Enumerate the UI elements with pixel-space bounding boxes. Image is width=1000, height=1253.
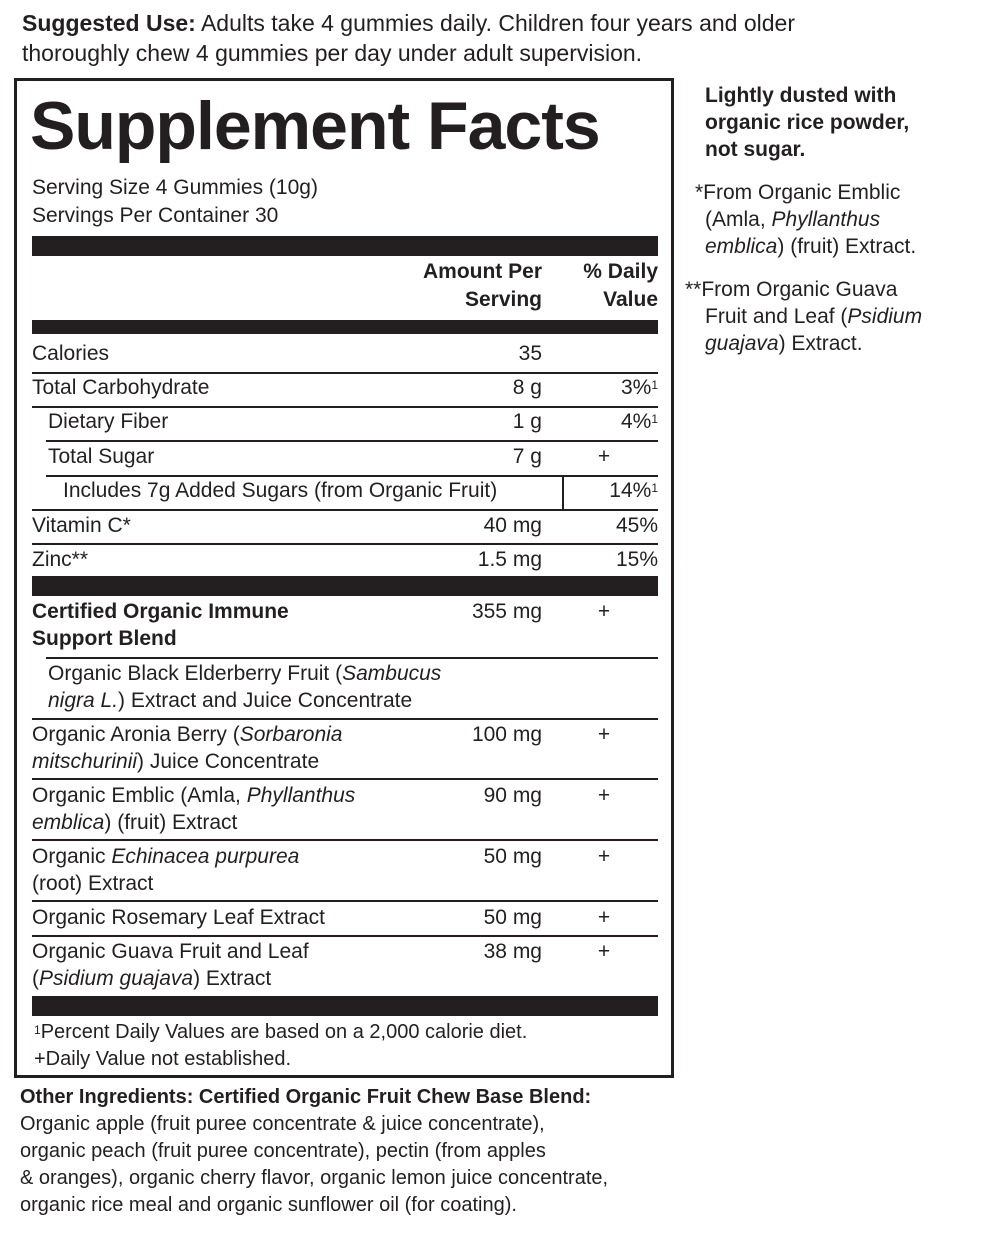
row-divider: [32, 718, 658, 720]
thick-divider: [32, 996, 658, 1016]
blend-row: [32, 598, 658, 654]
other-ingredients-label: Other Ingredients: Certified Organic Fruit Chew Base Blend:: [20, 1086, 592, 1108]
ingredient-dv: +: [597, 940, 611, 963]
nutrient-name: Calories: [32, 342, 110, 365]
row-divider: [32, 839, 658, 841]
nutrient-row: [32, 340, 658, 370]
header-amount-line2: Serving: [464, 288, 542, 311]
vitamin-c-source-note: *From Organic Emblic (Amla, Phyllanthus emblica) (fruit) Extract.: [695, 181, 917, 258]
ingredient-name: Organic Rosemary Leaf Extract: [32, 906, 325, 929]
serving-info: [32, 174, 318, 230]
nutrient-name: Dietary Fiber: [48, 410, 169, 433]
ingredient-amount: 50 mg: [483, 906, 542, 929]
nutrient-dv: 3%$^1$: [620, 376, 658, 399]
row-divider: [46, 657, 658, 659]
ingredient-name: Organic Black Elderberry Fruit (Sambucus nigra L.) Extract and Juice Concentrate: [48, 662, 442, 712]
ingredient-dv: +: [597, 906, 611, 929]
ingredient-name: Organic Guava Fruit and Leaf (Psidium guajava) Extract: [32, 940, 309, 990]
cell-divider: [562, 476, 564, 509]
ingredient-amount: 100 mg: [471, 723, 542, 746]
zinc-source-note: **From Organic Guava Fruit and Leaf (Psidium guajava) Extract.: [685, 278, 923, 355]
footnote-daily-values: $^1$Percent Daily Values are based on a 2,000 calorie diet.: [34, 1021, 528, 1043]
ingredient-dv: +: [597, 723, 611, 746]
row-divider: [32, 935, 658, 937]
panel-title: Supplement Facts: [30, 88, 600, 164]
blend-amount: 355 mg: [471, 600, 542, 623]
nutrient-dv: 14%$^1$: [609, 479, 658, 502]
dusted-note: Lightly dusted with organic rice powder, not sugar.: [705, 84, 910, 161]
header-dv-line2: Value: [603, 288, 658, 311]
suggested-use: [22, 8, 882, 68]
nutrient-dv: 45%: [615, 514, 658, 537]
row-divider: [32, 509, 658, 511]
nutrient-amount: 8 g: [512, 376, 542, 399]
thick-divider: [32, 576, 658, 596]
ingredient-name: Organic Emblic (Amla, Phyllanthus emblica) (fruit) Extract: [32, 784, 356, 834]
other-ingredients: Other Ingredients: Certified Organic Fruit Chew Base Blend: Organic apple (fruit puree concentrate & juice concentrate), organic peach (fruit puree concentrate), pectin (from apples & oranges), organic cherry flavor, organic lemon juice concentrate, organic rice meal and organic sunflower oil (for coating).: [20, 1084, 700, 1219]
thick-divider: [32, 236, 658, 256]
nutrient-name: Total Carbohydrate: [32, 376, 210, 399]
ingredient-amount: 50 mg: [483, 845, 542, 868]
nutrient-name: Vitamin C*: [32, 514, 131, 537]
header-daily-value: [560, 258, 658, 314]
row-divider: [32, 543, 658, 545]
ingredient-name: Organic Aronia Berry (Sorbaronia mitschurinii) Juice Concentrate: [32, 723, 343, 773]
suggested-use-text: Adults take 4 gummies daily. Children four years and older thoroughly chew 4 gummies per day under adult supervision.: [22, 10, 795, 66]
nutrient-amount: 1 g: [512, 410, 542, 433]
medium-divider: [32, 320, 658, 334]
header-dv-line1: % Daily: [583, 260, 658, 283]
row-divider: [32, 900, 658, 902]
nutrient-name: Zinc**: [32, 548, 89, 571]
panel-footnotes: [34, 1019, 527, 1073]
nutrient-amount: 40 mg: [483, 514, 542, 537]
header-amount: [420, 258, 542, 314]
blend-dv: +: [597, 600, 611, 623]
blend-name: Certified Organic Immune Support Blend: [32, 600, 289, 650]
ingredient-amount: 38 mg: [483, 940, 542, 963]
ingredient-amount: 90 mg: [483, 784, 542, 807]
nutrient-dv: 4%$^1$: [620, 410, 658, 433]
row-divider: [46, 440, 658, 442]
nutrient-name: Includes 7g Added Sugars (from Organic Fruit): [63, 479, 498, 502]
nutrient-dv: +: [597, 445, 611, 468]
serving-size: Serving Size 4 Gummies (10g): [32, 176, 318, 199]
servings-per-container: Servings Per Container 30: [32, 204, 279, 227]
nutrient-dv: 15%: [615, 548, 658, 571]
ingredient-dv: +: [597, 845, 611, 868]
header-amount-line1: Amount Per: [422, 260, 542, 283]
nutrient-amount: 35: [518, 342, 542, 365]
suggested-use-label: Suggested Use:: [22, 10, 196, 36]
footnote-not-established: +Daily Value not established.: [34, 1048, 292, 1070]
ingredient-name: Organic Echinacea purpurea (root) Extract: [32, 845, 300, 895]
nutrient-amount: 7 g: [512, 445, 542, 468]
ingredient-dv: +: [597, 784, 611, 807]
nutrient-name: Total Sugar: [48, 445, 155, 468]
row-divider: [32, 778, 658, 780]
nutrient-amount: 1.5 mg: [477, 548, 542, 571]
